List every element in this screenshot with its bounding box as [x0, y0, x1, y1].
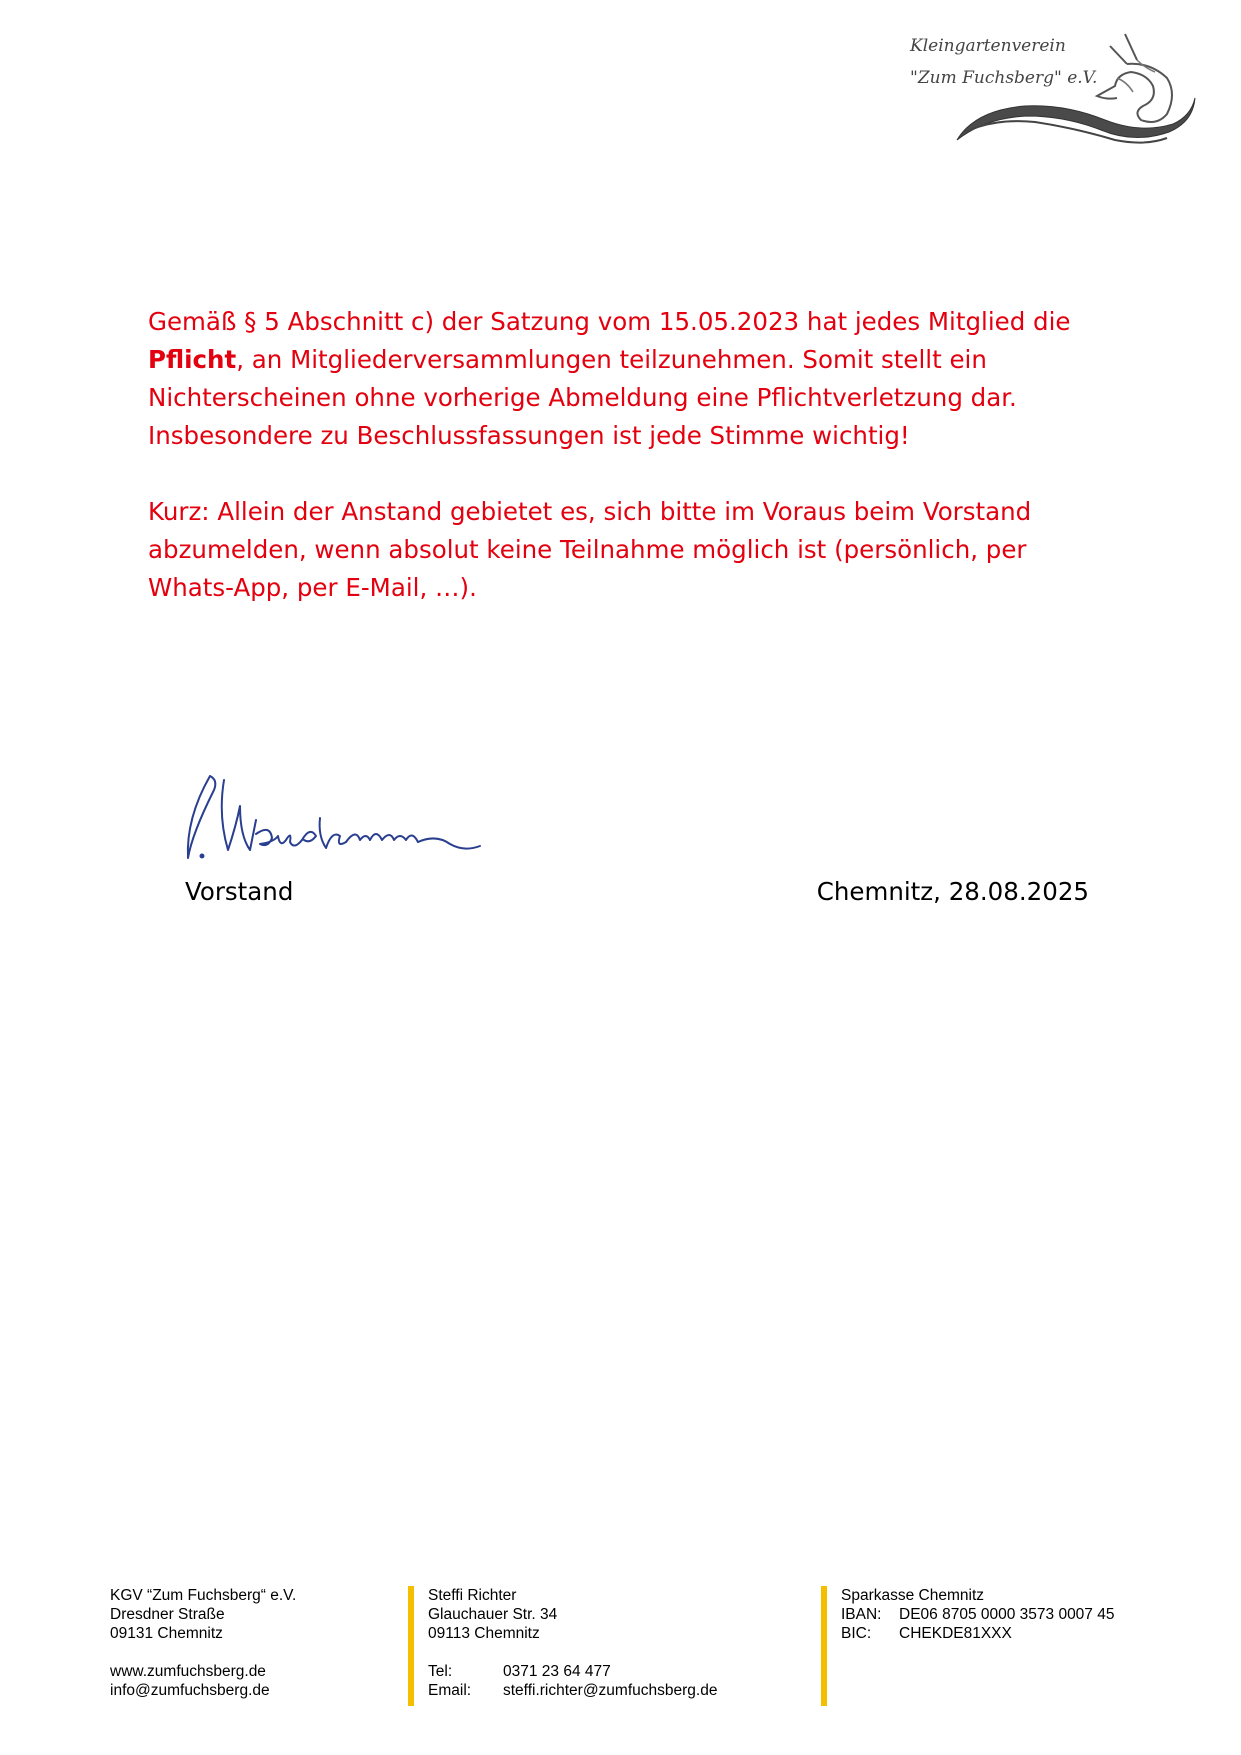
- footer-email-value: steffi.richter@zumfuchsberg.de: [503, 1682, 718, 1699]
- footer-iban-label: IBAN:: [841, 1606, 882, 1623]
- footer-phone-row: [428, 1662, 717, 1681]
- paragraph-1-end: , an Mitgliederversammlungen teilzunehmen. Somit stellt ein Nichterscheinen ohne vorherige Abmeldung eine Pflichtverletzung dar. Insbesondere zu Beschlussfassungen ist jede Stimme wichtig!: [148, 345, 1017, 450]
- footer-contact-street: Glauchauer Str. 34: [428, 1606, 558, 1623]
- footer-phone-value: 0371 23 64 477: [503, 1663, 611, 1680]
- footer-club-email: info@zumfuchsberg.de: [110, 1682, 270, 1699]
- footer-club-city: 09131 Chemnitz: [110, 1625, 223, 1642]
- emphasis-pflicht: Pflicht: [148, 345, 237, 374]
- footer-bic-value: CHEKDE81XXX: [899, 1625, 1012, 1642]
- logo-line-2: "Zum Fuchsberg" e.V.: [910, 68, 1098, 88]
- footer-club-street: Dresdner Straße: [110, 1606, 225, 1623]
- handwritten-signature: [180, 770, 510, 866]
- footer-divider-1: [408, 1586, 414, 1706]
- footer-iban-row: [841, 1605, 1114, 1624]
- footer-iban-value: DE06 8705 0000 3573 0007 45: [899, 1606, 1115, 1623]
- footer-contact-name: Steffi Richter: [428, 1587, 517, 1604]
- footer-bank-details: [841, 1586, 1114, 1643]
- place-and-date: Chemnitz, 28.08.2025: [816, 877, 1089, 906]
- signatory-role: Vorstand: [185, 877, 294, 906]
- footer-club-address: [110, 1586, 296, 1700]
- footer-bank-name: Sparkasse Chemnitz: [841, 1587, 985, 1604]
- footer-contact-person: [428, 1586, 717, 1700]
- club-logo: [905, 22, 1205, 152]
- paragraph-short-note: Kurz: Allein der Anstand gebietet es, sich bitte im Voraus beim Vorstand abzumelden, wenn absolut keine Teilnahme möglich ist (persönlich, per Whats-App, per E-Mail, …).: [148, 497, 1032, 602]
- footer-phone-label: Tel:: [428, 1663, 453, 1680]
- footer-email-row: [428, 1681, 717, 1700]
- notice-body: [148, 303, 1108, 607]
- letter-footer: [0, 1586, 1241, 1706]
- footer-bic-label: BIC:: [841, 1625, 872, 1642]
- footer-contact-city: 09113 Chemnitz: [428, 1625, 540, 1642]
- footer-bic-row: [841, 1624, 1114, 1643]
- footer-club-name: KGV “Zum Fuchsberg“ e.V.: [110, 1587, 297, 1604]
- paragraph-1-start: Gemäß § 5 Abschnitt c) der Satzung vom 15.05.2023 hat jedes Mitglied die: [148, 307, 1071, 336]
- footer-email-label: Email:: [428, 1682, 472, 1699]
- footer-divider-2: [821, 1586, 827, 1706]
- footer-website: www.zumfuchsberg.de: [110, 1663, 266, 1680]
- paragraph-obligation: [148, 303, 1108, 455]
- logo-line-1: Kleingartenverein: [910, 36, 1066, 56]
